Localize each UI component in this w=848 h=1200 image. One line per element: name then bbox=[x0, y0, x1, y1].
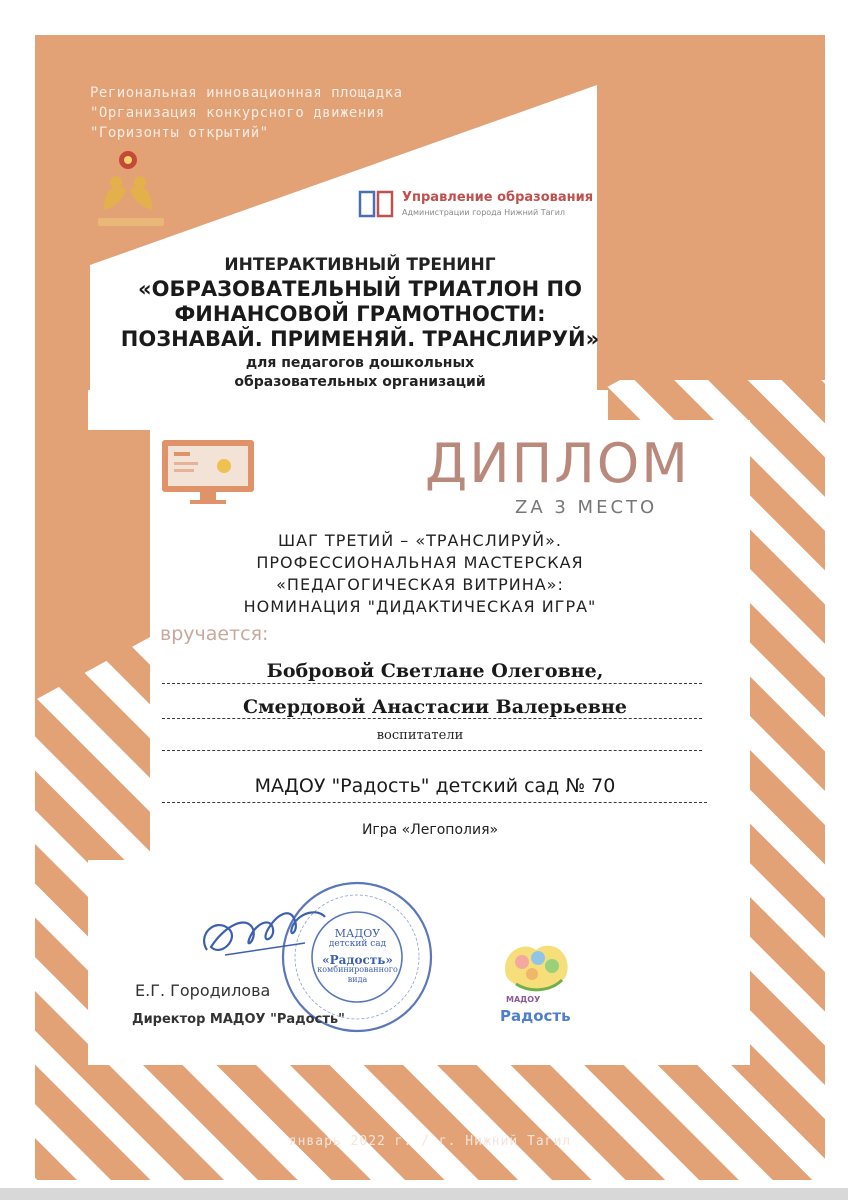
organization: МАДОУ "Радость" детский сад № 70 bbox=[254, 775, 616, 797]
kindergarten-logo-icon bbox=[496, 938, 576, 1000]
underline-1 bbox=[162, 683, 702, 684]
stamp-line-5: вида bbox=[347, 975, 368, 984]
stamp-line-1: МАДОУ bbox=[334, 927, 381, 940]
stage-line-2: ПРОФЕССИОНАЛЬНАЯ МАСТЕРСКАЯ bbox=[256, 553, 584, 572]
signer-name: Е.Г. Городилова bbox=[135, 981, 271, 1000]
audience-line-1: для педагогов дошкольных bbox=[245, 355, 475, 371]
awarded-label: вручается: bbox=[160, 623, 269, 645]
recipient-name-1: Бобровой Светлане Олеговне, bbox=[266, 660, 604, 682]
recipient-name-2: Смердовой Анастасии Валерьевне bbox=[243, 696, 627, 718]
training-title-line-1: «ОБРАЗОВАТЕЛЬНЫЙ ТРИАТЛОН ПО bbox=[138, 277, 582, 301]
diploma-place: ZА 3 МЕСТО bbox=[515, 497, 658, 518]
stamp-line-4: комбинированного bbox=[317, 965, 398, 974]
underline-3 bbox=[162, 750, 702, 751]
footer-date-place: январь 2022 г. / г. Нижний Тагил bbox=[288, 1134, 572, 1149]
training-title-line-2: ФИНАНСОВОЙ ГРАМОТНОСТИ: bbox=[174, 302, 546, 326]
stamp-line-3: «Радость» bbox=[322, 953, 393, 967]
recipient-position: воспитатели bbox=[376, 728, 464, 743]
kindergarten-logo-small: МАДОУ bbox=[506, 995, 541, 1004]
stamp-line-2: детский сад bbox=[328, 939, 387, 949]
audience-line-2: образовательных организаций bbox=[234, 374, 486, 390]
signer-position: Директор МАДОУ "Радость" bbox=[132, 1012, 345, 1027]
stage-line-4: НОМИНАЦИЯ "ДИДАКТИЧЕСКАЯ ИГРА" bbox=[243, 597, 597, 616]
partner-logo-subtitle: Администрации города Нижний Тагил bbox=[402, 208, 566, 217]
stage-line-1: ШАГ ТРЕТИЙ – «ТРАНСЛИРУЙ». bbox=[278, 531, 562, 550]
horizons-logo-icon bbox=[96, 148, 166, 230]
game-title: Игра «Легополия» bbox=[361, 822, 499, 838]
training-kind: ИНТЕРАКТИВНЫЙ ТРЕНИНГ bbox=[224, 255, 496, 275]
partner-logo-title: Управление образования bbox=[402, 190, 594, 205]
stage-line-3: «ПЕДАГОГИЧЕСКАЯ ВИТРИНА»: bbox=[276, 575, 564, 594]
header-line-3: "Горизонты открытий" bbox=[90, 125, 269, 141]
kindergarten-logo-name: Радость bbox=[500, 1007, 571, 1025]
header-line-2: "Организация конкурсного движения bbox=[90, 105, 385, 121]
training-title-line-3: ПОЗНАВАЙ. ПРИМЕНЯЙ. ТРАНСЛИРУЙ» bbox=[120, 327, 600, 351]
underline-2 bbox=[162, 718, 702, 719]
monitor-icon bbox=[160, 438, 256, 508]
diploma-title: ДИПЛОМ bbox=[425, 432, 690, 495]
underline-4 bbox=[162, 802, 707, 803]
header-line-1: Региональная инновационная площадка bbox=[90, 85, 403, 101]
book-icon bbox=[358, 188, 396, 220]
